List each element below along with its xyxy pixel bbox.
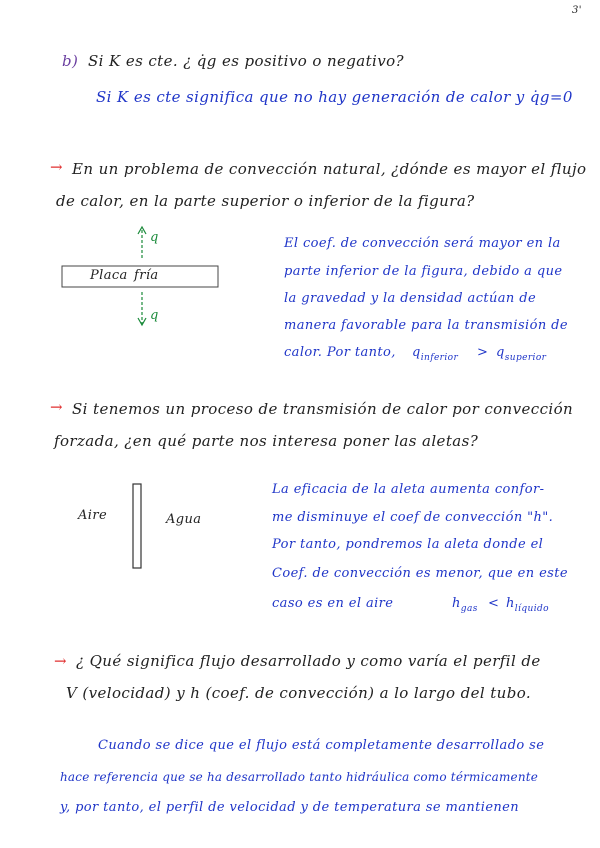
question-fins-line-2: forzada, ¿en qué parte nos interesa poner las aletas?	[54, 432, 479, 450]
q-top-label: q	[150, 230, 159, 245]
answer-fins-line-2: me disminuye el coef de convección "h".	[272, 510, 554, 525]
answer-convection-line-4: manera favorable para la transmisión de	[284, 318, 568, 333]
fin-figure-water-label: Agua	[166, 512, 202, 527]
answer-fins-line-5: caso es en el aire	[272, 596, 394, 611]
answer-convection-line-2: parte inferior de la figura, debido a que	[284, 264, 563, 279]
question-flow-marker: →	[54, 652, 67, 670]
answer-convection-line-1: El coef. de convección será mayor en la	[284, 236, 561, 251]
question-convection-line-2: de calor, en la parte superior o inferior de la figura?	[56, 192, 475, 210]
question-fins-line-1: Si tenemos un proceso de transmisión de calor por convección	[72, 400, 574, 418]
greater-than-sign: >	[477, 345, 489, 360]
less-than-sign: <	[488, 596, 500, 611]
answer-flow-line-2: hace referencia que se ha desarrollado tanto hidráulica como térmicamente	[60, 770, 539, 784]
question-convection-line-1: En un problema de convección natural, ¿dónde es mayor el flujo	[72, 160, 587, 178]
answer-convection-line-3: la gravedad y la densidad actúan de	[284, 291, 537, 306]
q-bottom-label: q	[150, 308, 159, 323]
h-gas-symbol: $h_{gas}$	[452, 596, 478, 614]
plate-label-fria: fría	[134, 268, 159, 283]
answer-b-text: Si K es cte significa que no hay generación de calor y q̇g=0	[96, 88, 573, 106]
question-b-label: b)	[62, 52, 79, 70]
fin-figure-air-label: Aire	[78, 508, 108, 523]
answer-flow-line-3: y, por tanto, el perfil de velocidad y de temperatura se mantienen	[60, 800, 520, 815]
answer-flow-line-1: Cuando se dice que el flujo está completamente desarrollado se	[98, 738, 545, 753]
question-b-text: Si K es cte. ¿ q̇g es positivo o negativo?	[88, 52, 405, 70]
q-superior-symbol: $q_{superior}$	[496, 345, 547, 363]
q-inferior-symbol: $q_{inferior}$	[412, 345, 459, 363]
answer-convection-line-5: calor. Por tanto,	[284, 345, 396, 360]
h-liquid-symbol: $h_{líquido}$	[506, 596, 549, 614]
corner-mark: 3'	[572, 5, 582, 16]
question-flow-line-1: ¿ Qué significa flujo desarrollado y como varía el perfil de	[76, 652, 541, 670]
question-flow-line-2: V (velocidad) y h (coef. de convección) a lo largo del tubo.	[66, 684, 532, 702]
answer-fins-line-1: La eficacia de la aleta aumenta confor-	[272, 482, 545, 497]
answer-fins-line-4: Coef. de convección es menor, que en este	[272, 566, 568, 581]
fin-wall-shape	[133, 484, 141, 568]
question-convection-marker: →	[50, 158, 63, 176]
answer-fins-line-3: Por tanto, pondremos la aleta donde el	[272, 537, 544, 552]
plate-label-placa: Placa	[90, 268, 128, 283]
question-fins-marker: →	[50, 398, 63, 416]
